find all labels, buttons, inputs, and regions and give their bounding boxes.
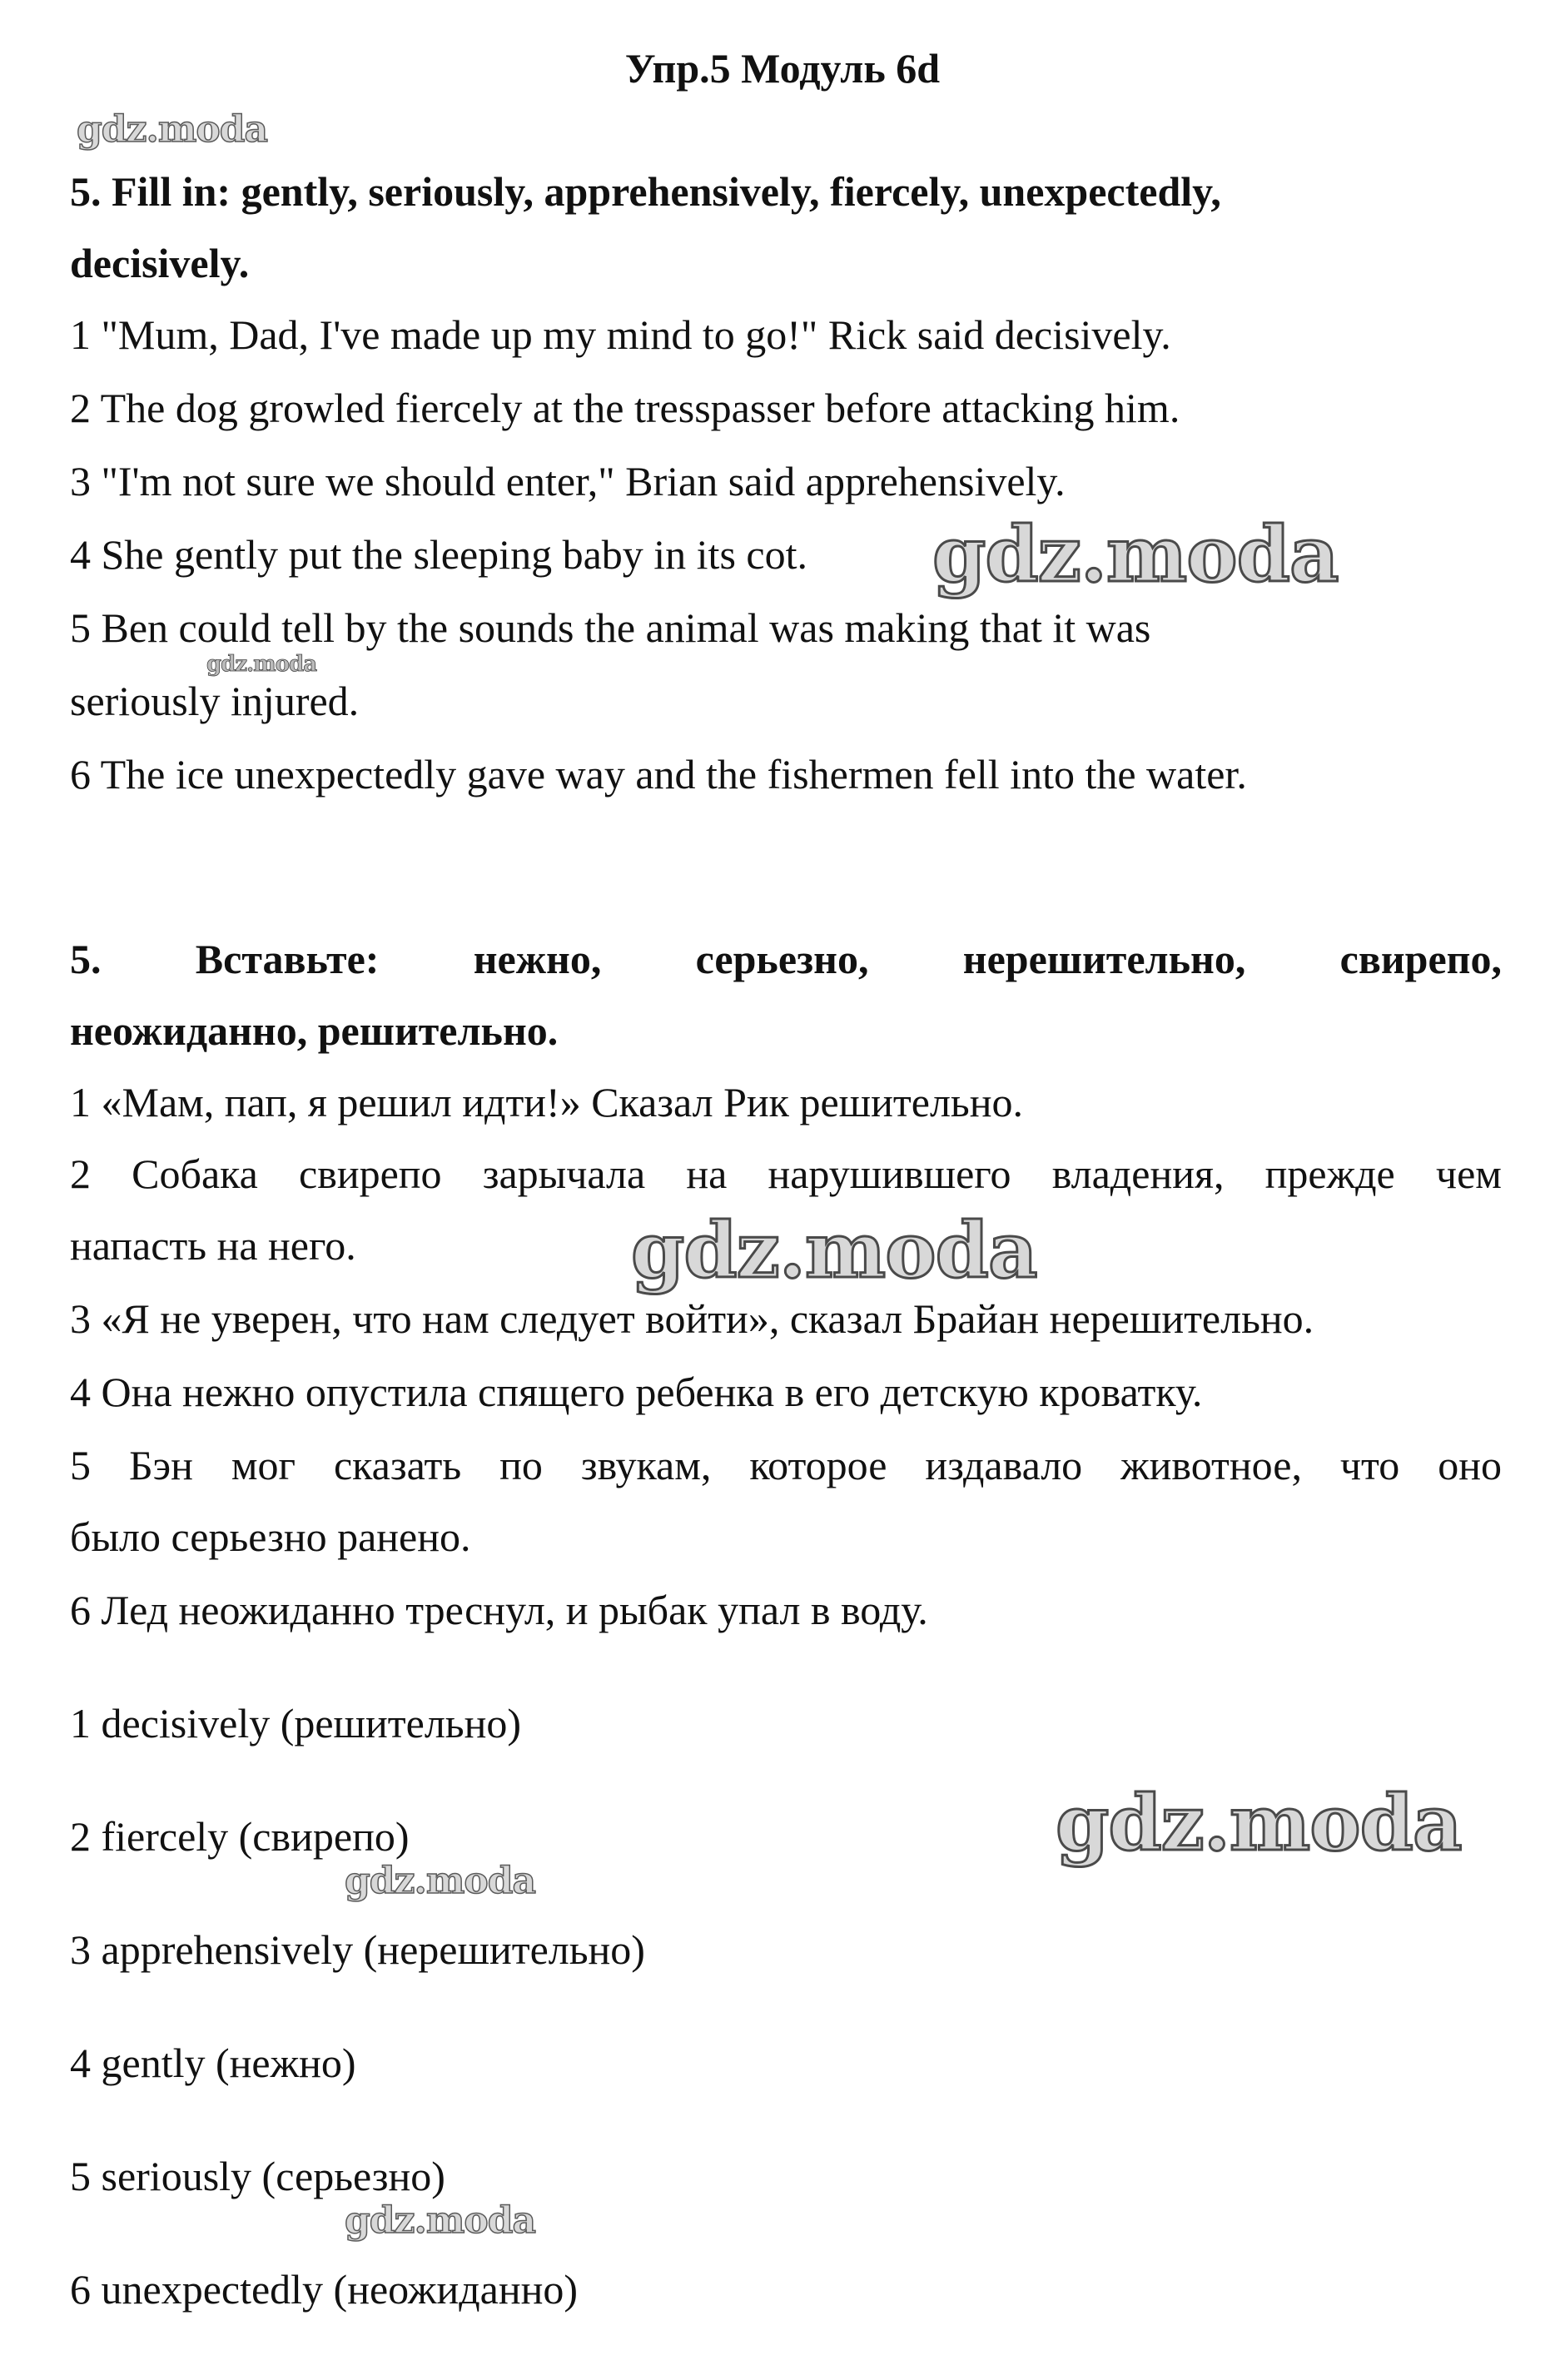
heading-word: 5.: [70, 936, 102, 982]
sentence-ru-1: 1 «Мам, пап, я решил идти!» Сказал Рик решительно.: [70, 1079, 1023, 1125]
sentence-en-5-cont: seriously injured.: [70, 678, 360, 724]
watermark-logo: gdz.moda: [345, 1860, 536, 1902]
page-title: Упр.5 Модуль 6d: [624, 45, 941, 92]
sentence-en-6: 6 The ice unexpectedly gave way and the fishermen fell into the water.: [70, 751, 1247, 797]
watermark-logo: gdz.moda: [206, 652, 317, 677]
word: оно: [1438, 1442, 1502, 1488]
watermark-logo: gdz.moda: [631, 1205, 1037, 1295]
exercise-heading-en: 5. Fill in: gently, seriously, apprehensively, fiercely, unexpectedly,: [70, 168, 1221, 215]
answer-5: 5 seriously (серьезно): [70, 2153, 445, 2199]
word: чем: [1435, 1150, 1502, 1197]
answer-3: 3 apprehensively (нерешительно): [70, 1926, 645, 1973]
exercise-heading-ru-cont: неожиданно, решительно.: [70, 1007, 559, 1054]
word: 5: [70, 1442, 91, 1488]
sentence-ru-5: [70, 1440, 1502, 1490]
sentence-ru-2: [70, 1149, 1502, 1199]
word: Собака: [132, 1150, 258, 1197]
sentence-en-2: 2 The dog growled fiercely at the tresspasser before attacking him.: [70, 385, 1180, 431]
heading-word: нежно,: [473, 936, 602, 982]
word: прежде: [1264, 1150, 1395, 1197]
sentence-ru-5-cont: было серьезно ранено.: [70, 1513, 471, 1560]
exercise-heading-ru: [70, 934, 1502, 984]
sentence-ru-3: 3 «Я не уверен, что нам следует войти», сказал Брайан нерешительно.: [70, 1295, 1314, 1342]
heading-word: серьезно,: [695, 936, 869, 982]
heading-word: свирепо,: [1339, 936, 1502, 982]
watermark-logo: gdz.moda: [345, 2199, 536, 2242]
sentence-en-3: 3 "I'm not sure we should enter," Brian said apprehensively.: [70, 458, 1066, 504]
watermark-logo: gdz.moda: [932, 509, 1339, 599]
sentence-ru-6: 6 Лед неожиданно треснул, и рыбак упал в воду.: [70, 1587, 928, 1633]
heading-word: нерешительно,: [962, 936, 1246, 982]
answer-4: 4 gently (нежно): [70, 2040, 356, 2086]
exercise-heading-en-cont: decisively.: [70, 240, 250, 286]
answer-1: 1 decisively (решительно): [70, 1700, 522, 1746]
word: 2: [70, 1150, 91, 1197]
word: которое: [749, 1442, 887, 1488]
heading-word: Вставьте:: [195, 936, 380, 982]
sentence-en-4: 4 She gently put the sleeping baby in its cot.: [70, 531, 807, 578]
word: владения,: [1051, 1150, 1225, 1197]
sentence-en-1: 1 "Mum, Dad, I've made up my mind to go!" Rick said decisively.: [70, 311, 1171, 358]
answer-6: 6 unexpectedly (неожиданно): [70, 2266, 579, 2313]
word: животное,: [1120, 1442, 1302, 1488]
watermark-logo: gdz.moda: [77, 108, 268, 151]
sentence-ru-2-cont: напасть на него.: [70, 1222, 356, 1269]
word: звукам,: [580, 1442, 712, 1488]
word: издавало: [925, 1442, 1083, 1488]
word: мог: [231, 1442, 296, 1488]
watermark-logo: gdz.moda: [1056, 1778, 1462, 1868]
word: сказать: [333, 1442, 462, 1488]
word: по: [499, 1442, 543, 1488]
word: что: [1339, 1442, 1400, 1488]
word: нарушившего: [768, 1150, 1011, 1197]
word: зарычала: [482, 1150, 646, 1197]
sentence-ru-4: 4 Она нежно опустила спящего ребенка в его детскую кроватку.: [70, 1369, 1203, 1415]
word: свирепо: [299, 1150, 442, 1197]
word: на: [686, 1150, 728, 1197]
sentence-en-5: 5 Ben could tell by the sounds the animal was making that it was: [70, 604, 1151, 651]
answer-2: 2 fiercely (свирепо): [70, 1813, 410, 1860]
word: Бэн: [128, 1442, 193, 1488]
